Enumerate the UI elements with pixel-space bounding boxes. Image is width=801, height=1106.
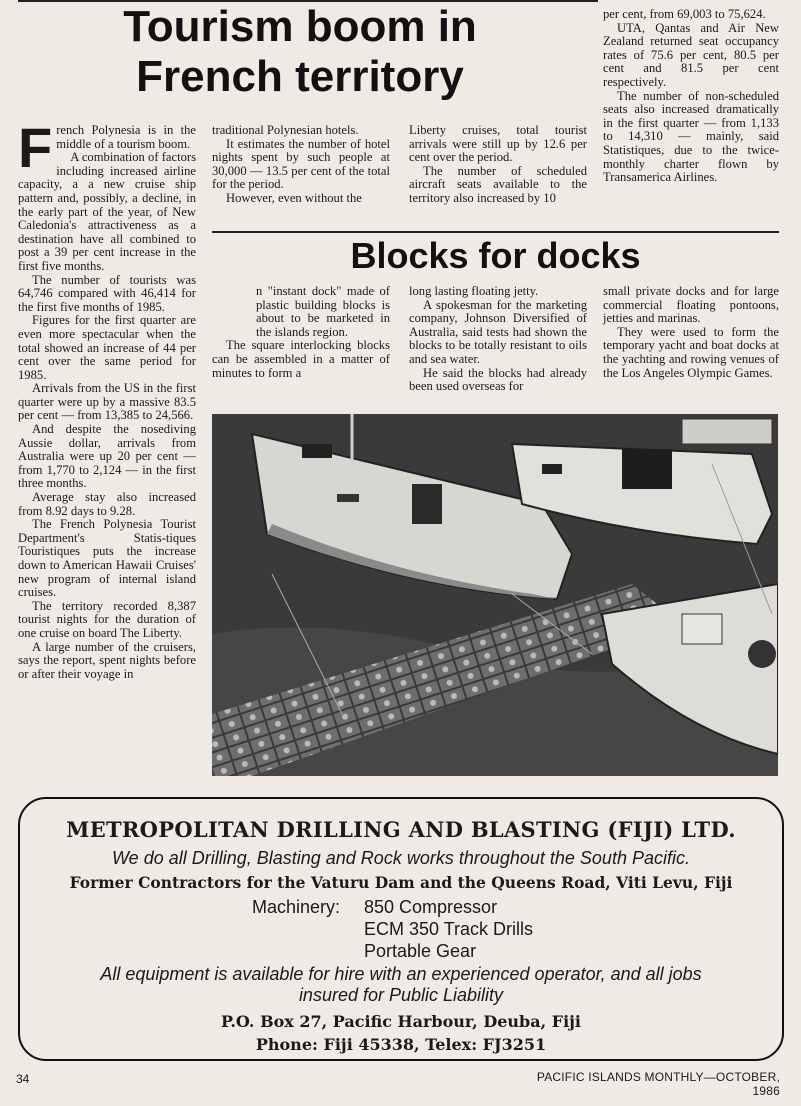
paragraph: per cent, from 69,003 to 75,624.: [603, 7, 766, 21]
paragraph: rench Polynesia is in the middle of a tourism boom.: [56, 123, 196, 151]
headline-line-1: Tourism boom in: [123, 2, 477, 51]
paragraph: Figures for the first quarter are even more spectacular when the total showed an increase of 44 per cent over the same period for 1985.: [18, 313, 196, 382]
paragraph: They were used to form the temporary yacht and boat docks at the yachting and rowing venues of the Los Angeles Olympic Games.: [603, 324, 779, 380]
article-1-column-3: [409, 124, 587, 206]
drop-cap: F: [18, 116, 53, 179]
paragraph: He said the blocks had already been used overseas for: [409, 365, 587, 394]
article-1-headline: [95, 2, 505, 102]
article-1-column-2: [212, 124, 390, 206]
marina-photo: [212, 414, 778, 776]
headline-line-2: French territory: [136, 52, 464, 101]
machinery-item: ECM 350 Track Drills: [364, 919, 534, 939]
paragraph: The French Polynesia Tourist Department's Statis-tiques Touristiques puts the increase down to American Hawaii Cruises' new program of internal island cruises.: [18, 517, 196, 600]
paragraph: The number of scheduled aircraft seats available to the territory also increased by 10: [409, 163, 587, 205]
paragraph: traditional Polynesian hotels.: [212, 123, 359, 137]
ad-phone: Phone: Fiji 45338, Telex: FJ3251: [255, 1035, 547, 1054]
ad-machinery: [20, 896, 782, 962]
article-2-column-1: [212, 285, 390, 380]
paragraph: small private docks and for large commercial floating pontoons, jetties and marinas.: [603, 284, 779, 326]
advertisement-box: [18, 797, 784, 1061]
paragraph: Average stay also increased from 8.92 days to 9.28.: [18, 490, 196, 518]
ad-hire-line-1: All equipment is available for hire with an experienced operator, and all jobs: [100, 964, 702, 984]
paragraph: A large number of the cruisers, says the report, spent nights before or after their voyage in: [18, 639, 196, 681]
paragraph: A combination of factors including increased airline capacity, a a new cruise ship pattern and, possibly, a decline, in the early part of the year, of New Caledonia's attractiveness as a destination have all combined to post a 39 per cent increase in the first five months.: [18, 150, 196, 273]
machinery-item: 850 Compressor: [364, 897, 498, 917]
article-1-column-1: [18, 116, 196, 681]
paragraph: It estimates the number of hotel nights spent by such people at 30,000 — 13.5 per cent of the total for the period.: [212, 136, 390, 192]
ad-company-name: METROPOLITAN DRILLING AND BLASTING (FIJI) LTD.: [66, 817, 736, 842]
ad-address: P.O. Box 27, Pacific Harbour, Deuba, Fiji: [220, 1012, 582, 1031]
article-1-column-4: [603, 8, 779, 185]
paragraph: The number of non-scheduled seats also increased dramatically in the first quarter — from 1,133 to 14,310 — mainly, said Statistiques, due to the twice-monthly charter flown by Transamerica Airlines.: [603, 88, 779, 185]
paragraph: However, even without the: [226, 190, 362, 205]
article-2-column-2: [409, 285, 587, 394]
article-2-headline: Blocks for docks: [350, 235, 641, 276]
ad-hire-line-2: insured for Public Liability: [298, 985, 504, 1005]
paragraph: The territory recorded 8,387 tourist nights for the duration of one cruise on board The Liberty.: [18, 598, 196, 640]
paragraph: Arrivals from the US in the first quarter were up by a massive 83.5 per cent — from 13,385 to 24,566.: [18, 381, 196, 423]
section-divider: [212, 231, 779, 233]
machinery-item: Portable Gear: [364, 941, 477, 961]
paragraph: The square interlocking blocks can be assembled in a matter of minutes to form a: [212, 338, 390, 380]
article-2-column-3: [603, 285, 779, 380]
paragraph: Liberty cruises, total tourist arrivals were still up by 12.6 per cent over the period.: [409, 123, 587, 165]
ad-former-contracts: Former Contractors for the Vaturu Dam and the Queens Road, Viti Levu, Fiji: [69, 873, 733, 892]
machinery-label: Machinery:: [252, 897, 341, 917]
paragraph: The number of tourists was 64,746 compared with 46,414 for the first five months of 1985.: [18, 272, 196, 314]
ad-tagline: We do all Drilling, Blasting and Rock works throughout the South Pacific.: [112, 848, 690, 868]
paragraph: n "instant dock" made of plastic building blocks is about to be marketed in the islands region.: [256, 284, 390, 339]
paragraph: UTA, Qantas and Air New Zealand returned seat occupancy rates of 75.6 per cent, 80.5 per cent and 81.5 per cent respectively.: [603, 20, 779, 89]
paragraph: And despite the nosediving Aussie dollar, arrivals from Australia were up 20 per cent — from 1,770 to 2,124 — in the first three months.: [18, 422, 196, 491]
page-number: 34: [16, 1072, 30, 1086]
masthead-footer: PACIFIC ISLANDS MONTHLY—OCTOBER, 1986: [536, 1070, 780, 1098]
paragraph: long lasting floating jetty.: [409, 284, 539, 298]
paragraph: A spokesman for the marketing company, Johnson Diversified of Australia, said tests had shown the blocks to be totally resistant to oils and sea water.: [409, 297, 587, 366]
